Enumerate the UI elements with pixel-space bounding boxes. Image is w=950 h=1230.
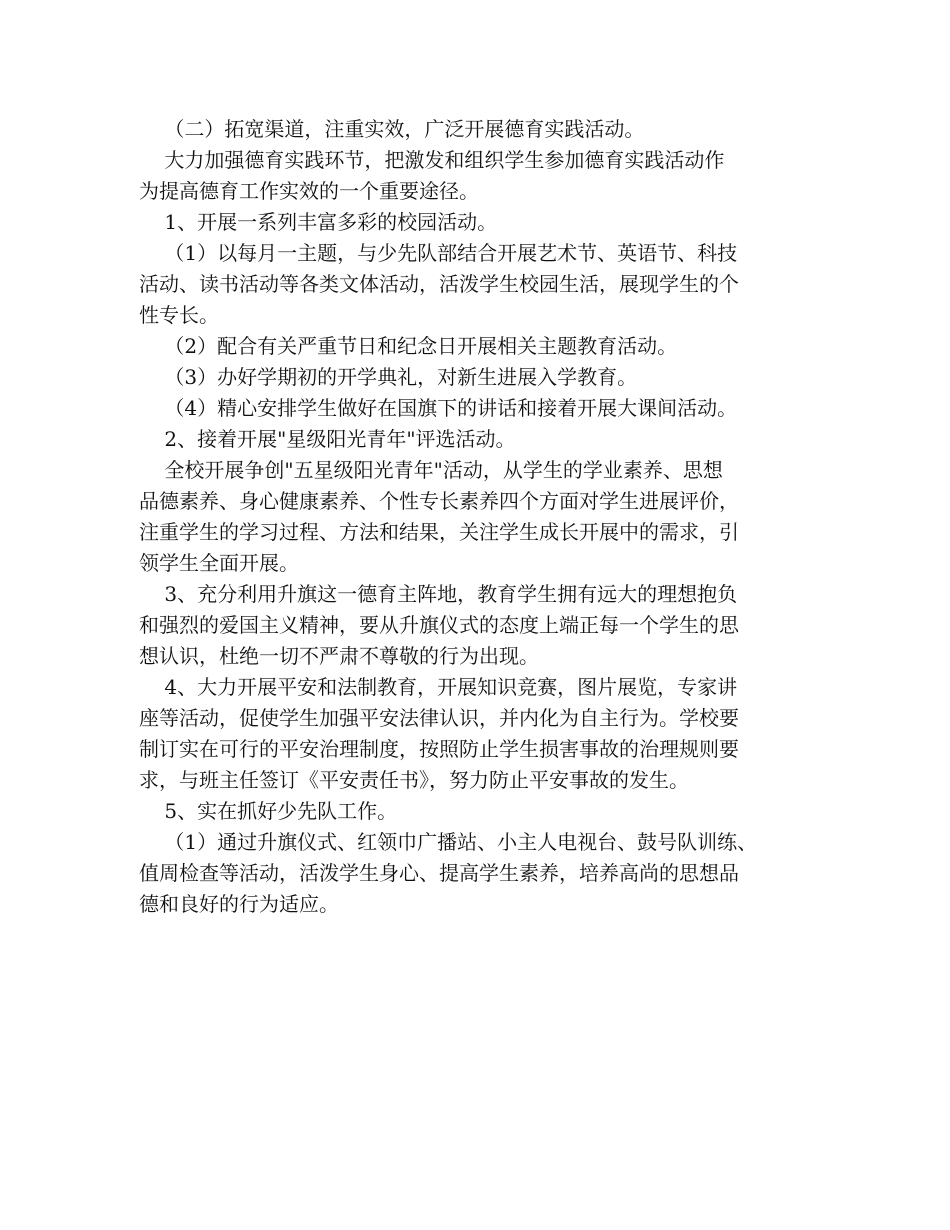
text-line-4: 1、开展一系列丰富多彩的校园活动。 xyxy=(139,210,498,234)
text-line-18: 想认识，杜绝一切不严肃不尊敬的行为出现。 xyxy=(139,644,539,668)
text-line-5: （1）以每月一主题，与少先队部结合开展艺术节、英语节、科技 xyxy=(139,241,738,265)
text-line-19: 4、大力开展平安和法制教育，开展知识竞赛，图片展览，专家讲 xyxy=(139,675,738,699)
text-line-13: 品德素养、身心健康素养、个性专长素养四个方面对学生进展评价， xyxy=(139,489,739,513)
text-line-8: （2）配合有关严重节日和纪念日开展相关主题教育活动。 xyxy=(139,334,678,358)
text-line-10: （4）精心安排学生做好在国旗下的讲话和接着开展大课间活动。 xyxy=(139,396,738,420)
document-body xyxy=(139,114,819,920)
text-line-7: 性专长。 xyxy=(139,303,219,327)
text-line-11: 2、接着开展"星级阳光青年"评选活动。 xyxy=(139,427,516,451)
text-line-15: 领学生全面开展。 xyxy=(139,551,299,575)
text-line-14: 注重学生的学习过程、方法和结果，关注学生成长开展中的需求，引 xyxy=(139,520,739,544)
text-line-17: 和强烈的爱国主义精神，要从升旗仪式的态度上端正每一个学生的思 xyxy=(139,613,739,637)
text-line-16: 3、充分利用升旗这一德育主阵地，教育学生拥有远大的理想抱负 xyxy=(139,582,738,606)
text-line-23: 5、实在抓好少先队工作。 xyxy=(139,799,398,823)
text-line-26: 德和良好的行为适应。 xyxy=(139,892,339,916)
text-line-12: 全校开展争创"五星级阳光青年"活动，从学生的学业素养、思想 xyxy=(139,458,723,482)
text-line-1: （二）拓宽渠道，注重实效，广泛开展德育实践活动。 xyxy=(139,117,645,141)
text-line-6: 活动、读书活动等各类文体活动，活泼学生校园生活，展现学生的个 xyxy=(139,272,739,296)
text-line-3: 为提高德育工作实效的一个重要途径。 xyxy=(139,179,479,203)
text-line-24: （1）通过升旗仪式、红领巾广播站、小主人电视台、鼓号队训练、 xyxy=(139,830,758,854)
text-line-9: （3）办好学期初的开学典礼，对新生进展入学教育。 xyxy=(139,365,638,389)
text-line-21: 制订实在可行的平安治理制度，按照防止学生损害事故的治理规则要 xyxy=(139,737,739,761)
text-line-25: 值周检查等活动，活泼学生身心、提高学生素养，培养高尚的思想品 xyxy=(139,861,739,885)
text-line-22: 求，与班主任签订《平安责任书》，努力防止平安事故的发生。 xyxy=(139,768,689,792)
text-line-20: 座等活动，促使学生加强平安法律认识，并内化为自主行为。学校要 xyxy=(139,706,739,730)
text-line-2: 大力加强德育实践环节，把激发和组织学生参加德育实践活动作 xyxy=(139,148,725,172)
